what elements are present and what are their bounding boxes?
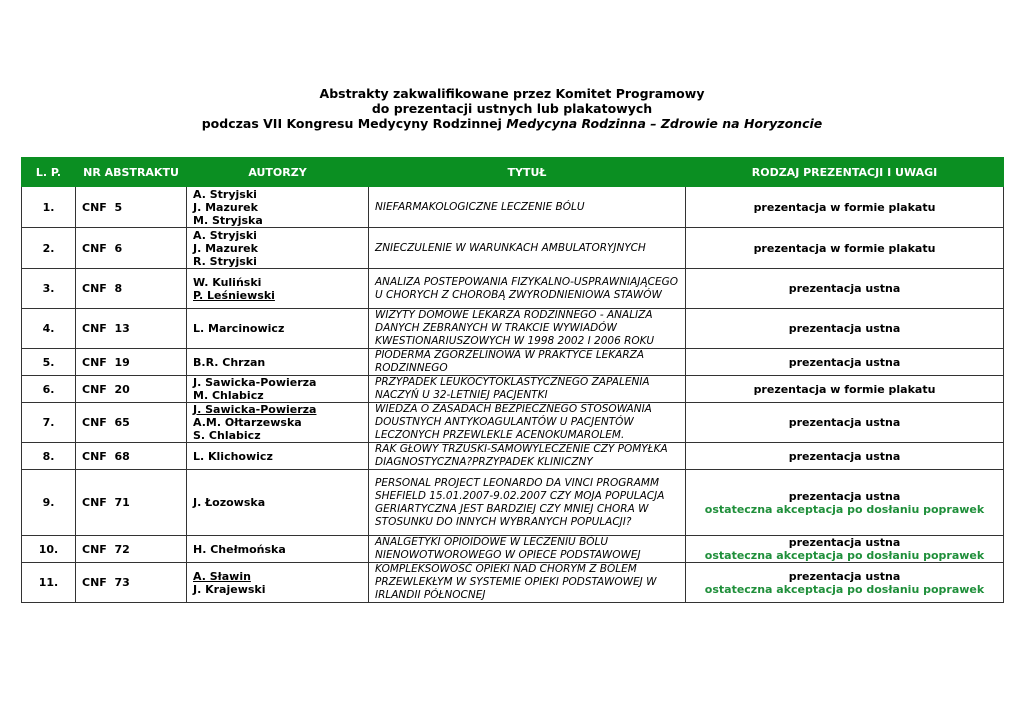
abstract-number-cell: CNF 20 [76,376,187,403]
row-number-cell: 2. [22,228,76,269]
authors-cell [187,563,369,603]
author-name: J. Łozowska [193,496,266,509]
authors-cell [187,228,369,269]
abstract-number-cell: CNF 6 [76,228,187,269]
author-name: M. Chlabicz [193,389,264,402]
row-number-cell: 3. [22,269,76,309]
row-number-cell: 4. [22,309,76,349]
heading-line-3-prefix: podczas VII Kongresu Medycyny Rodzinnej [201,116,507,131]
table-header-row [22,158,1004,187]
row-number-cell: 5. [22,349,76,376]
abstract-number-cell: CNF 72 [76,536,187,563]
abstract-number-cell: CNF 68 [76,443,187,470]
abstracts-table [21,157,1004,603]
presentation-type: prezentacja w formie plakatu [753,241,936,255]
row-number-cell: 8. [22,443,76,470]
presentation-type: prezentacja ustna [788,489,901,503]
author-name: J. Mazurek [193,241,258,255]
authors-cell [187,349,369,376]
abstract-number-cell: CNF 8 [76,269,187,309]
table-body [22,187,1004,603]
author-name: W. Kuliński [193,275,262,289]
presentation-cell [686,443,1004,470]
column-header-lp: L. P. [22,158,76,187]
table-row [22,349,1004,376]
column-header-presentation: RODZAJ PREZENTACJI I UWAGI [686,158,1004,187]
authors-cell [187,187,369,228]
table-row [22,563,1004,603]
abstract-number-cell: CNF 71 [76,470,187,536]
presentation-cell [686,187,1004,228]
title-cell: RAK GŁOWY TRZUSKI-SAMOWYLECZENIE CZY POMYŁKA DIAGNOSTYCZNA?PRZYPADEK KLINICZNY [369,443,686,470]
title-cell: WIZYTY DOMOWE LEKARZA RODZINNEGO - ANALIZA DANYCH ZEBRANYCH W TRAKCIE WYWIADÓW KWESTIONARIUSZOWYCH W 1998 2002 I 2006 ROKU [369,309,686,349]
author-name: B.R. Chrzan [193,355,266,369]
heading-line-3-italic: Medycyna Rodzinna – Zdrowie na Horyzoncie [506,116,823,131]
authors-cell [187,309,369,349]
column-header-title: TYTUŁ [369,158,686,187]
author-name: J. Sawicka-Powierza [193,403,317,416]
author-name: A. Stryjski [193,187,257,201]
row-number-cell: 7. [22,403,76,443]
author-name: R. Stryjski [193,254,257,268]
row-number-cell: 6. [22,376,76,403]
document-heading [0,86,1024,131]
presentation-type: prezentacja w formie plakatu [753,200,936,214]
presentation-type: prezentacja w formie plakatu [753,382,936,396]
presentation-cell [686,376,1004,403]
author-name: L. Marcinowicz [193,322,285,335]
abstract-number-cell: CNF 5 [76,187,187,228]
presentation-cell [686,403,1004,443]
column-header-nr: NR ABSTRAKTU [76,158,187,187]
author-name: J. Mazurek [193,200,258,214]
abstract-number-cell: CNF 13 [76,309,187,349]
presentation-note: ostateczna akceptacja po dosłaniu poprawek [704,502,985,516]
table-row [22,376,1004,403]
title-cell: ZNIECZULENIE W WARUNKACH AMBULATORYJNYCH [369,228,686,269]
heading-line-1: Abstrakty zakwalifikowane przez Komitet Programowy [319,86,705,101]
presentation-cell [686,349,1004,376]
heading-line-2: do prezentacji ustnych lub plakatowych [371,101,653,116]
presentation-type: prezentacja ustna [788,536,901,549]
author-name: A. Stryjski [193,228,257,242]
presentation-type: prezentacja ustna [788,569,901,583]
authors-cell [187,403,369,443]
presentation-cell [686,536,1004,563]
title-cell: PERSONAL PROJECT LEONARDO DA VINCI PROGRAMM SHEFIELD 15.01.2007-9.02.2007 CZY MOJA POPULACJA GERIARTYCZNA JEST BARDZIEJ CZY MNIEJ CHORA W STOSUNKU DO INNYCH WYBRANYCH POPULACJI? [369,470,686,536]
presentation-type: prezentacja ustna [788,449,901,463]
row-number-cell: 1. [22,187,76,228]
title-cell: ANALIZA POSTEPOWANIA FIZYKALNO-USPRAWNIAJĄCEGO U CHORYCH Z CHOROBĄ ZWYRODNIENIOWA STAWÓW [369,269,686,309]
table-row [22,470,1004,536]
row-number-cell: 9. [22,470,76,536]
author-name: J. Krajewski [193,582,266,596]
heading-line-3 [0,116,1024,131]
title-cell: PRZYPADEK LEUKOCYTOKLASTYCZNEGO ZAPALENIA NACZYŃ U 32-LETNIEJ PACJENTKI [369,376,686,403]
author-name: L. Klichowicz [193,449,273,463]
column-header-authors: AUTORZY [187,158,369,187]
presentation-cell [686,309,1004,349]
table-row [22,309,1004,349]
abstract-number-cell: CNF 73 [76,563,187,603]
table-row [22,269,1004,309]
presentation-type: prezentacja ustna [788,355,901,369]
presentation-type: prezentacja ustna [788,416,901,429]
author-name: P. Leśniewski [193,288,275,302]
table-row [22,187,1004,228]
author-name: H. Chełmońska [193,542,286,556]
authors-cell [187,269,369,309]
row-number-cell: 10. [22,536,76,563]
title-cell: PIODERMA ZGORZELINOWA W PRAKTYCE LEKARZA RODZINNEGO [369,349,686,376]
title-cell: ANALGETYKI OPIOIDOWE W LECZENIU BÓLU NIENOWOTWOROWEGO W OPIECE PODSTAWOWEJ [369,536,686,563]
author-name: A.M. Ołtarzewska [193,416,302,429]
title-cell: NIEFARMAKOLOGICZNE LECZENIE BÓLU [369,187,686,228]
abstract-number-cell: CNF 19 [76,349,187,376]
table-row [22,403,1004,443]
author-name: M. Stryjska [193,213,263,227]
presentation-cell [686,269,1004,309]
authors-cell [187,443,369,470]
table-row [22,228,1004,269]
presentation-type: prezentacja ustna [788,322,901,335]
presentation-cell [686,228,1004,269]
table-row [22,536,1004,563]
row-number-cell: 11. [22,563,76,603]
author-name: J. Sawicka-Powierza [193,376,317,389]
author-name: S. Chlabicz [193,429,261,442]
presentation-type: prezentacja ustna [788,282,901,295]
authors-cell [187,376,369,403]
presentation-cell [686,563,1004,603]
title-cell: KOMPLEKSOWOŚĆ OPIEKI NAD CHORYM Z BÓLEM PRZEWLEKŁYM W SYSTEMIE OPIEKI PODSTAWOWEJ W IRLANDII PÓŁNOCNEJ [369,563,686,603]
table-row [22,443,1004,470]
abstract-number-cell: CNF 65 [76,403,187,443]
presentation-note: ostateczna akceptacja po dosłaniu poprawek [704,582,985,596]
presentation-cell [686,470,1004,536]
authors-cell [187,536,369,563]
presentation-note: ostateczna akceptacja po dosłaniu poprawek [704,549,985,562]
title-cell: WIEDZA O ZASADACH BEZPIECZNEGO STOSOWANIA DOUSTNYCH ANTYKOAGULANTÓW U PACJENTÓW LECZONYCH PRZEWLEKLE ACENOKUMAROLEM. [369,403,686,443]
authors-cell [187,470,369,536]
author-name: A. Sławin [193,569,251,583]
